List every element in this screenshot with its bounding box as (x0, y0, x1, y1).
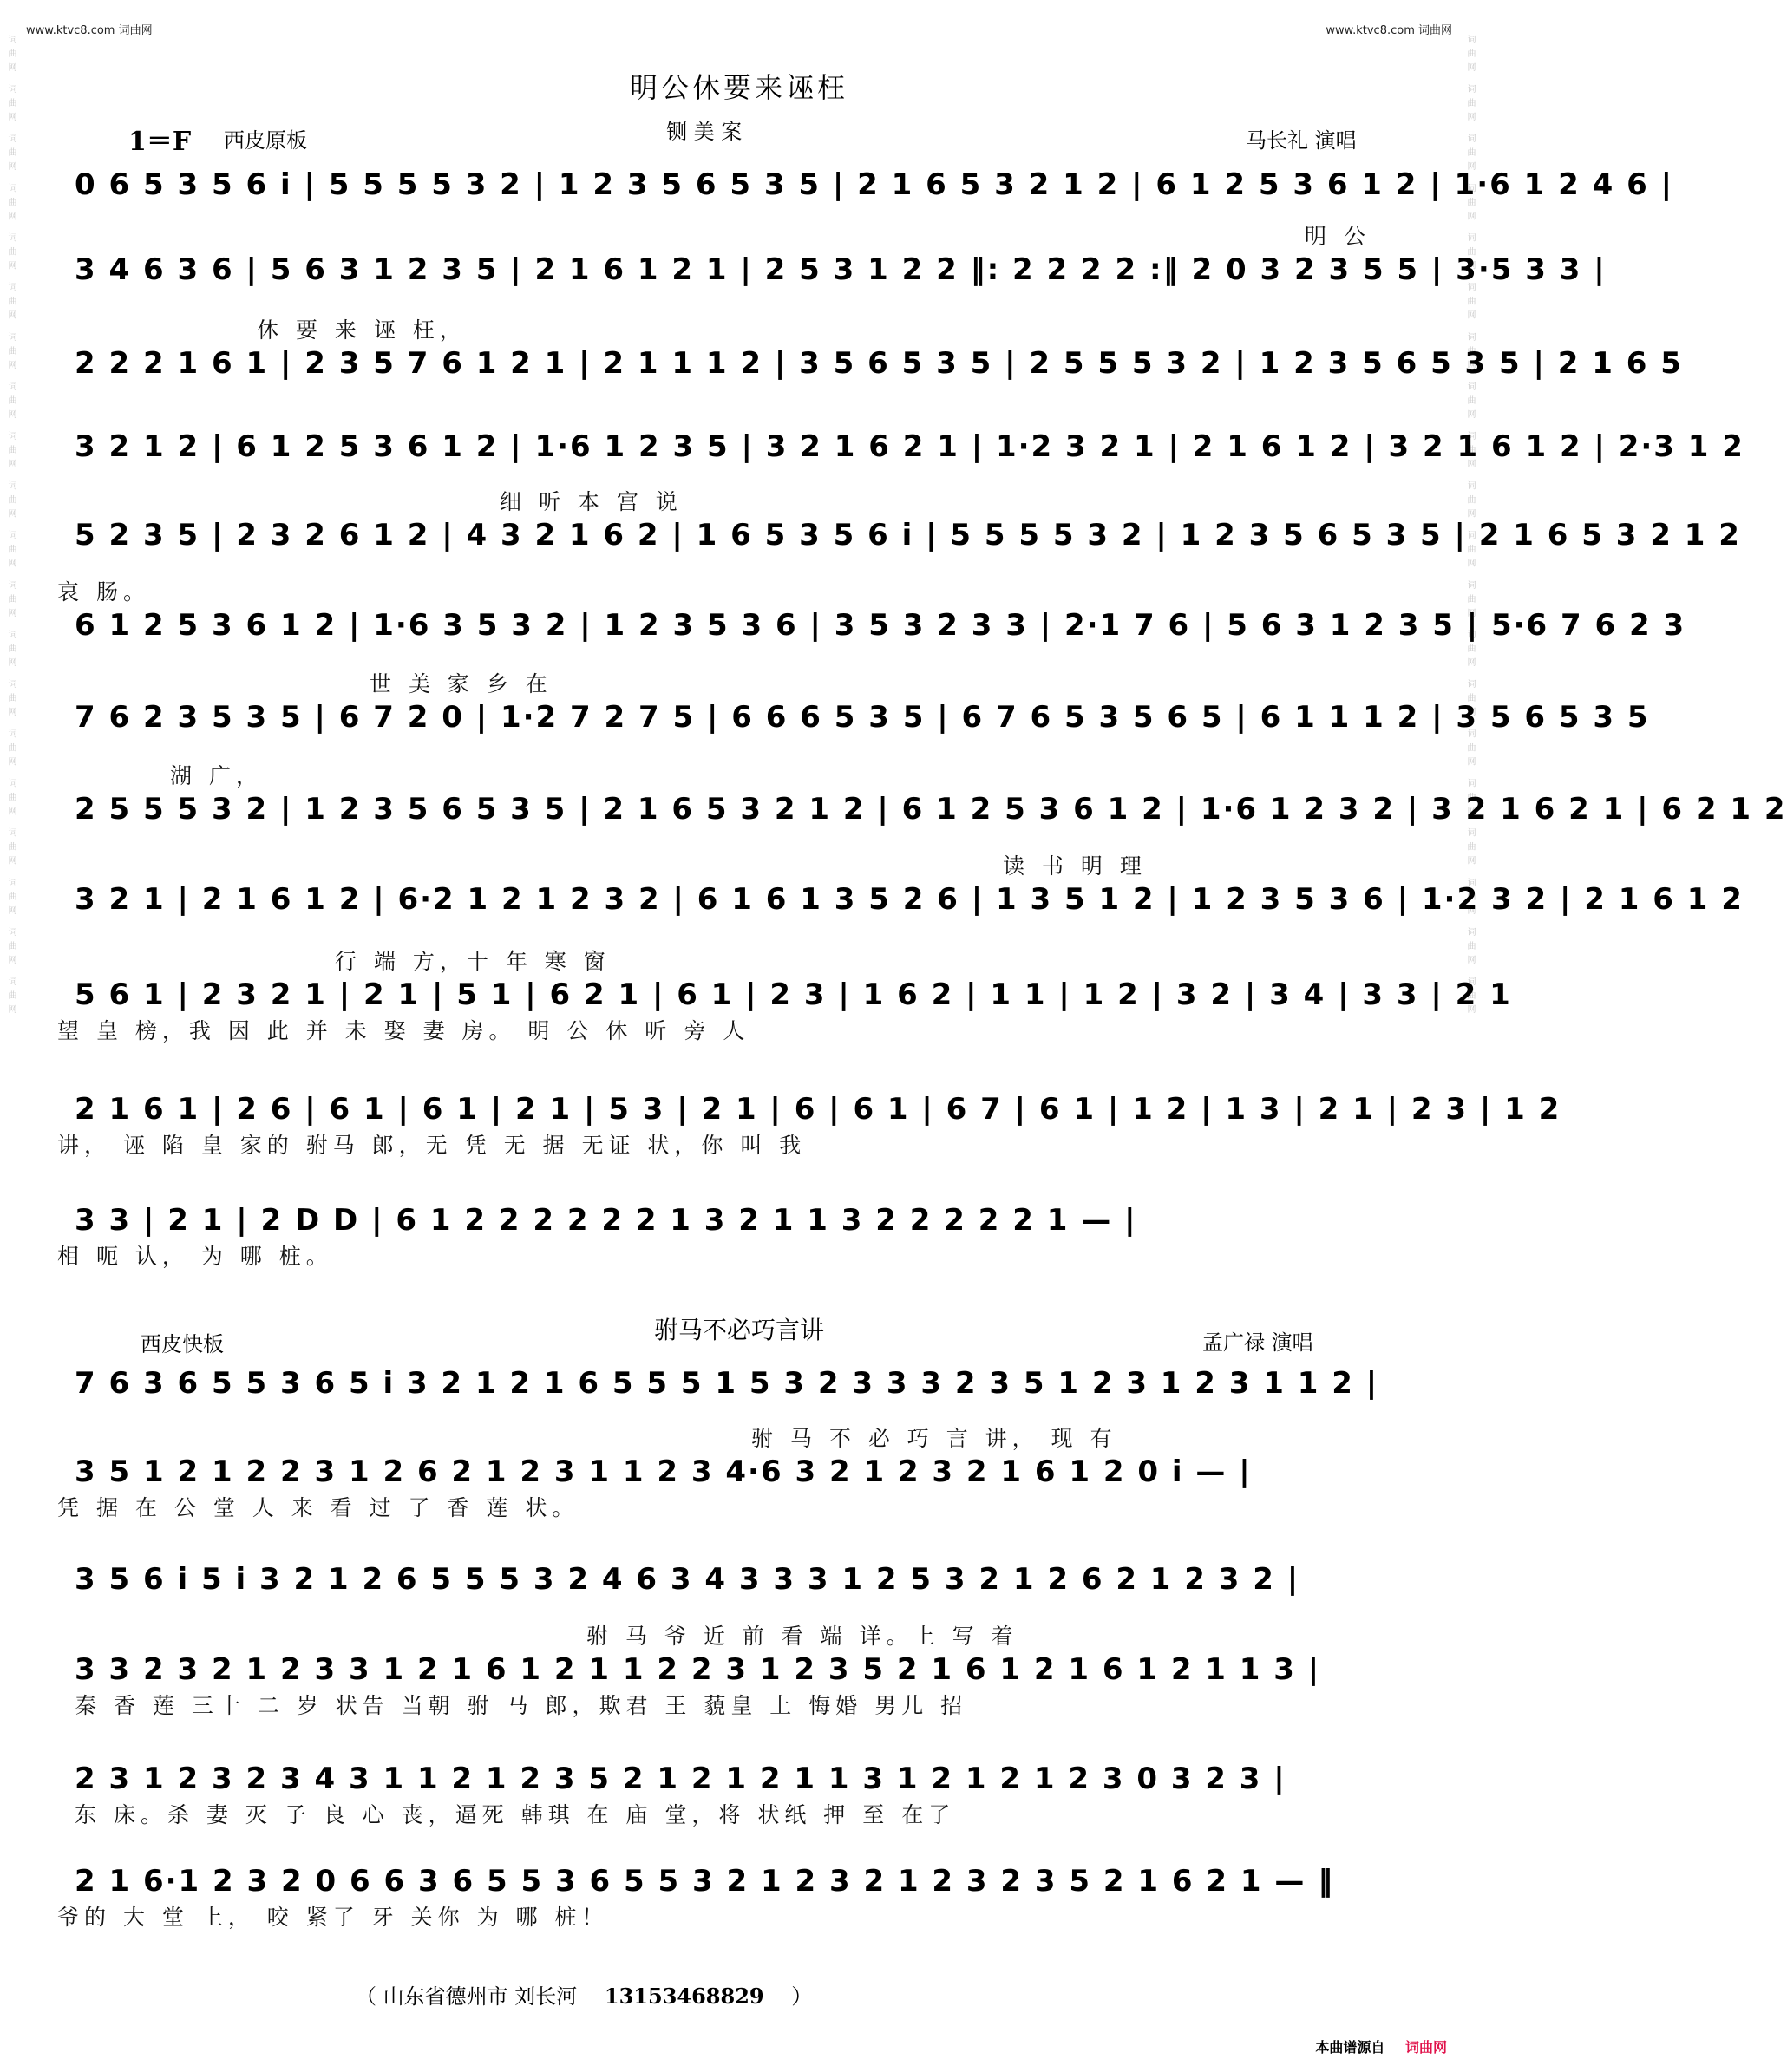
notation-row: 7 6 2 3 5 3 5 | 6 7 2 0 | 1·2 7 2 7 5 | 6 6 6 5 3 5 | 6 7 6 5 3 5 6 5 | 6 1 1 1 2 | 3 5 6 5 3 5 (75, 700, 1650, 735)
song1-line-11 (57, 1089, 1561, 1159)
song1-key: 1＝F (128, 127, 192, 157)
transcriber-credit (356, 1979, 812, 2010)
notation-row: 0 6 5 3 5 6 i | 5 5 5 5 3 2 | 1 2 3 5 6 5 3 5 | 2 1 6 5 3 2 1 2 | 6 1 2 5 3 6 1 2 | 1·6 1 2 4 6 | (75, 167, 1674, 202)
lyrics-above: 读 书 明 理 (1003, 853, 1147, 879)
lyrics-above: 驸 马 爷 近 前 看 端 详。上 写 着 (586, 1624, 1018, 1649)
site-url-right[interactable]: www.ktvc8.com 词曲网 (1326, 24, 1452, 37)
footer-brand-link[interactable]: 词曲网 (1404, 2039, 1447, 2056)
footer-source (1315, 2036, 1447, 2056)
lyrics-above: 行 端 方，十 年 寒 窗 (335, 949, 611, 974)
song2-singer: 孟广禄 演唱 (1202, 1330, 1313, 1355)
notation-row: 7 6 3 6 5 5 3 6 5 i 3 2 1 2 1 6 5 5 5 1 5 3 2 3 3 3 2 3 5 1 2 3 1 2 3 1 1 2 | (75, 1366, 1379, 1401)
lyrics-above: 湖 广， (170, 763, 263, 788)
song2-line-6 (57, 1861, 1405, 1931)
song1-singer: 马长礼 演唱 (1246, 128, 1357, 153)
song2-line-3 (75, 1559, 1405, 1599)
notation-row: 5 2 3 5 | 2 3 2 6 1 2 | 4 3 2 1 6 2 | 1 6 5 3 5 6 i | 5 5 5 5 3 2 | 1 2 3 5 6 5 3 5 | 2 1 6 5 3 2 1 2 (75, 518, 1741, 552)
lyrics-below: 东 床。杀 妻 灭 子 良 心 丧，逼死 韩琪 在 庙 堂，将 状纸 押 至 在了 (75, 1802, 956, 1827)
lyrics-below: 讲， 诬 陷 皇 家的 驸马 郎，无 凭 无 据 无证 状，你 叫 我 (57, 1133, 807, 1158)
footer-source-text: 本曲谱源自 (1315, 2039, 1385, 2056)
song1-line-7 (75, 668, 1650, 737)
right-watermark-strip: 词曲网 词曲网 词曲网 词曲网 词曲网 词曲网 词曲网 词曲网 词曲网 词曲网 词曲网 词曲网 词曲网 词曲网 词曲网 词曲网 词曲网 词曲网 词曲网 词曲网 (1465, 35, 1475, 1019)
credit-close: ） (791, 1984, 813, 2009)
song1-line-1 (75, 165, 1674, 205)
song1-line-6 (57, 576, 1686, 645)
song1-line-12 (57, 1200, 1405, 1270)
song2-line-4 (75, 1620, 1405, 1719)
notation-row: 3 5 6 i 5 i 3 2 1 2 6 5 5 5 3 2 4 6 3 4 3 3 3 1 2 5 3 2 1 2 6 2 1 2 3 2 | (75, 1562, 1300, 1597)
notation-row: 3 2 1 | 2 1 6 1 2 | 6·2 1 2 1 2 3 2 | 6 1 6 1 3 5 2 6 | 1 3 5 1 2 | 1 2 3 5 3 6 | 1·2 3 2 | 2 1 6 1 2 (75, 882, 1744, 917)
lyrics-above: 驸 马 不 必 巧 言 讲， 现 有 (751, 1426, 1117, 1451)
credit-text: （ 山东省德州市 刘长河 (356, 1984, 578, 2009)
song1-title: 明公休要来诬枉 (629, 71, 848, 104)
song1-line-8 (75, 760, 1787, 829)
lyrics-below: 凭 据 在 公 堂 人 来 看 过 了 香 莲 状。 (57, 1495, 579, 1520)
lyrics-below: 望 皇 榜，我 因 此 并 未 娶 妻 房。 明 公 休 听 旁 人 (57, 1018, 750, 1043)
song2-line-5 (75, 1759, 1405, 1828)
left-watermark-strip: 词曲网 词曲网 词曲网 词曲网 词曲网 词曲网 词曲网 词曲网 词曲网 词曲网 词曲网 词曲网 词曲网 词曲网 词曲网 词曲网 词曲网 词曲网 词曲网 词曲网 (6, 35, 16, 1019)
notation-row: 2 1 6·1 2 3 2 0 6 6 3 6 5 5 3 6 5 5 3 2 1 2 3 2 1 2 3 2 3 5 2 1 6 2 1 — ‖ (75, 1864, 1335, 1899)
notation-row: 3 2 1 2 | 6 1 2 5 3 6 1 2 | 1·6 1 2 3 5 | 3 2 1 6 2 1 | 1·2 3 2 1 | 2 1 6 1 2 | 3 2 1 6 1 2 | 2·3 1 2 (75, 429, 1744, 464)
song1-line-3 (75, 314, 1683, 383)
notation-row: 5 6 1 | 2 3 2 1 | 2 1 | 5 1 | 6 2 1 | 6 1 | 2 3 | 1 6 2 | 1 1 | 1 2 | 3 2 | 3 4 | 3 3 | 2 1 (75, 977, 1512, 1012)
notation-row: 3 5 1 2 1 2 2 3 1 2 6 2 1 2 3 1 1 2 3 4·6 3 2 1 2 3 2 1 6 1 2 0 i — | (75, 1454, 1252, 1489)
lyrics-below: 相 呃 认， 为 哪 桩。 (57, 1244, 333, 1269)
song2-line-1 (75, 1363, 1405, 1403)
notation-row: 3 4 6 3 6 | 5 6 3 1 2 3 5 | 2 1 6 1 2 1 | 2 5 3 1 2 2 ‖: 2 2 2 2 :‖ 2 0 3 2 3 5 5 | 3·5 3 3 | (75, 252, 1607, 287)
song1-line-2 (75, 220, 1607, 290)
song1-line-5 (75, 486, 1741, 555)
notation-row: 6 1 2 5 3 6 1 2 | 1·6 3 5 3 2 | 1 2 3 5 3 6 | 3 5 3 2 3 3 | 2·1 7 6 | 5 6 3 1 2 3 5 | 5·6 7 6 2 3 (75, 608, 1686, 643)
song1-line-10 (57, 945, 1512, 1044)
song1-opera: 铡 美 案 (666, 120, 743, 144)
song1-line-9 (75, 850, 1744, 919)
lyrics-below: 秦 香 莲 三十 二 岁 状告 当朝 驸 马 郎，欺君 王 藐皇 上 悔婚 男儿 招 (75, 1693, 968, 1718)
song2-title: 驸马不必巧言讲 (653, 1316, 824, 1344)
notation-row: 3 3 | 2 1 | 2 D D | 6 1 2 2 2 2 2 2 1 3 2 1 1 3 2 2 2 2 2 1 — | (75, 1203, 1137, 1238)
song2-mode: 西皮快板 (141, 1332, 224, 1356)
song1-mode: 西皮原板 (224, 128, 307, 153)
notation-row: 2 5 5 5 3 2 | 1 2 3 5 6 5 3 5 | 2 1 6 5 3 2 1 2 | 6 1 2 5 3 6 1 2 | 1·6 1 2 3 2 | 3 2 1 6 2 1 | 6 2 1 2 (75, 792, 1787, 827)
notation-row: 3 3 2 3 2 1 2 3 3 1 2 1 6 1 2 1 1 2 2 3 1 2 3 5 2 1 6 1 2 1 6 1 2 1 1 3 | (75, 1652, 1321, 1687)
song2-line-2 (57, 1422, 1405, 1521)
notation-row: 2 3 1 2 3 2 3 4 3 1 1 2 1 2 3 5 2 1 2 1 2 1 1 3 1 2 1 2 1 2 3 0 3 2 3 | (75, 1762, 1286, 1796)
song1-line-4 (75, 427, 1744, 467)
lyrics-above: 世 美 家 乡 在 (370, 671, 553, 696)
lyrics-above: 细 听 本 宫 说 (500, 489, 683, 514)
lyrics-above: 哀 肠。 (57, 579, 150, 605)
lyrics-below: 爷的 大 堂 上， 咬 紧了 牙 关你 为 哪 桩！ (57, 1905, 609, 1930)
credit-phone: 13153468829 (604, 1984, 764, 2009)
lyrics-above: 明 公 (1305, 224, 1371, 249)
lyrics-above: 休 要 来 诬 枉， (257, 317, 467, 343)
notation-row: 2 1 6 1 | 2 6 | 6 1 | 6 1 | 2 1 | 5 3 | 2 1 | 6 | 6 1 | 6 7 | 6 1 | 1 2 | 1 3 | 2 1 | 2 3 | 1 2 (75, 1092, 1561, 1127)
site-url-left[interactable]: www.ktvc8.com 词曲网 (26, 24, 153, 37)
notation-row: 2 2 2 1 6 1 | 2 3 5 7 6 1 2 1 | 2 1 1 1 2 | 3 5 6 5 3 5 | 2 5 5 5 3 2 | 1 2 3 5 6 5 3 5 | 2 1 6 5 (75, 346, 1683, 381)
